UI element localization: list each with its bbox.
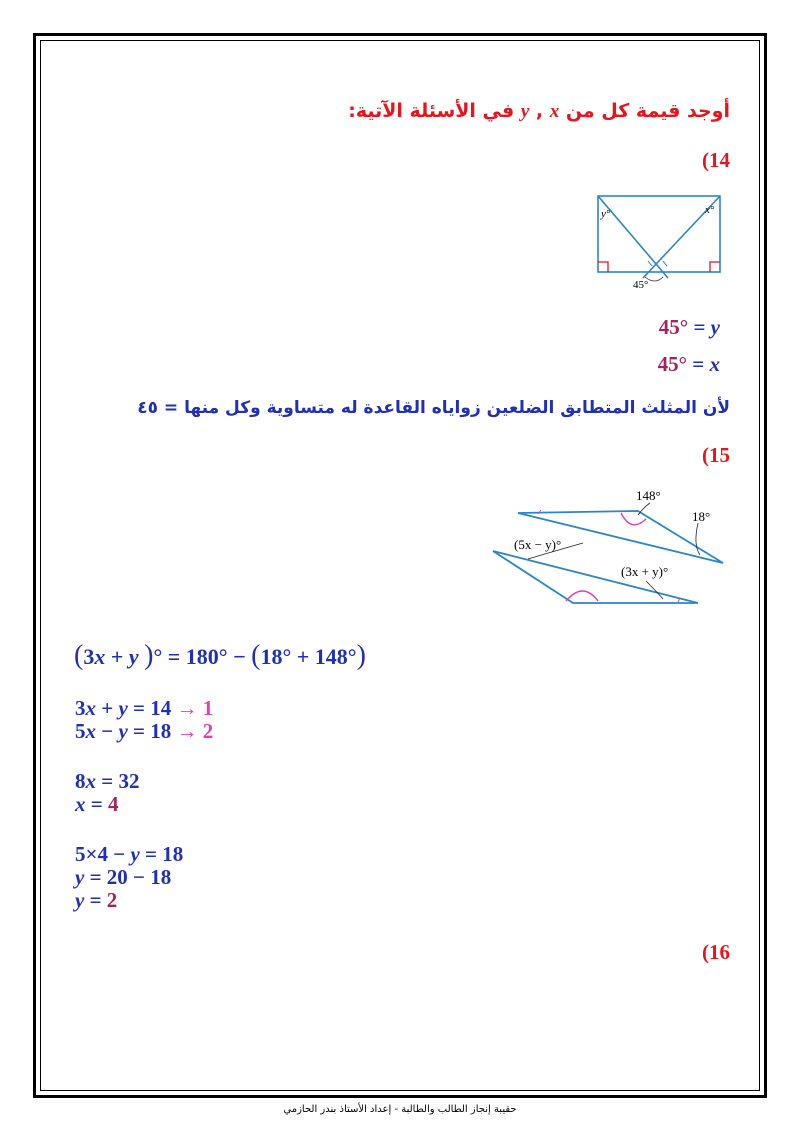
q15-figure [488,483,728,608]
q14-figure [593,193,728,293]
q15-sum: 8x = 32 [75,769,140,793]
q15-substitute: 5×4 − y = 18 [75,842,184,866]
q15-x-value: x = 4 [75,792,119,816]
q15-label-5x-y: (5x − y)° [514,537,562,552]
q15-equation-2: 5x − y = 18 → 2 [75,719,214,743]
page-footer: حقيبة إنجاز الطالب والطالبة - إعداد الأستاذ بندر الحازمي [283,1104,517,1115]
q14-label-45: 45° [633,279,649,291]
q14-label-y: y° [601,208,611,220]
q15-y-value: y = 2 [75,888,118,912]
question-16-number: (16 [702,940,730,964]
q15-label-18: 18° [692,509,711,524]
q14-answer-x: 45° = x [657,352,720,376]
question-15-number: (15 [702,443,730,467]
question-14-number: (14 [702,148,730,172]
q15-equation-1: 3x + y = 14 → 1 [75,696,214,720]
q14-answer-y: 45° = y [658,315,720,339]
q15-label-148: 148° [636,488,661,503]
q15-y-step: y = 20 − 18 [75,865,172,889]
q14-reason: لأن المثلث المتطابق الضلعين زواياه القاعدة له متساوية وكل منها = ٤٥ [137,398,730,418]
q15-label-3x+y: (3x + y)° [621,564,669,579]
instruction-heading: أوجد قيمة كل من y , x في الأسئلة الآتية: [348,100,730,122]
q14-label-x: x° [705,204,715,216]
q15-main-equation: (3x + y )° = 180° − (18° + 148°) [74,640,366,671]
